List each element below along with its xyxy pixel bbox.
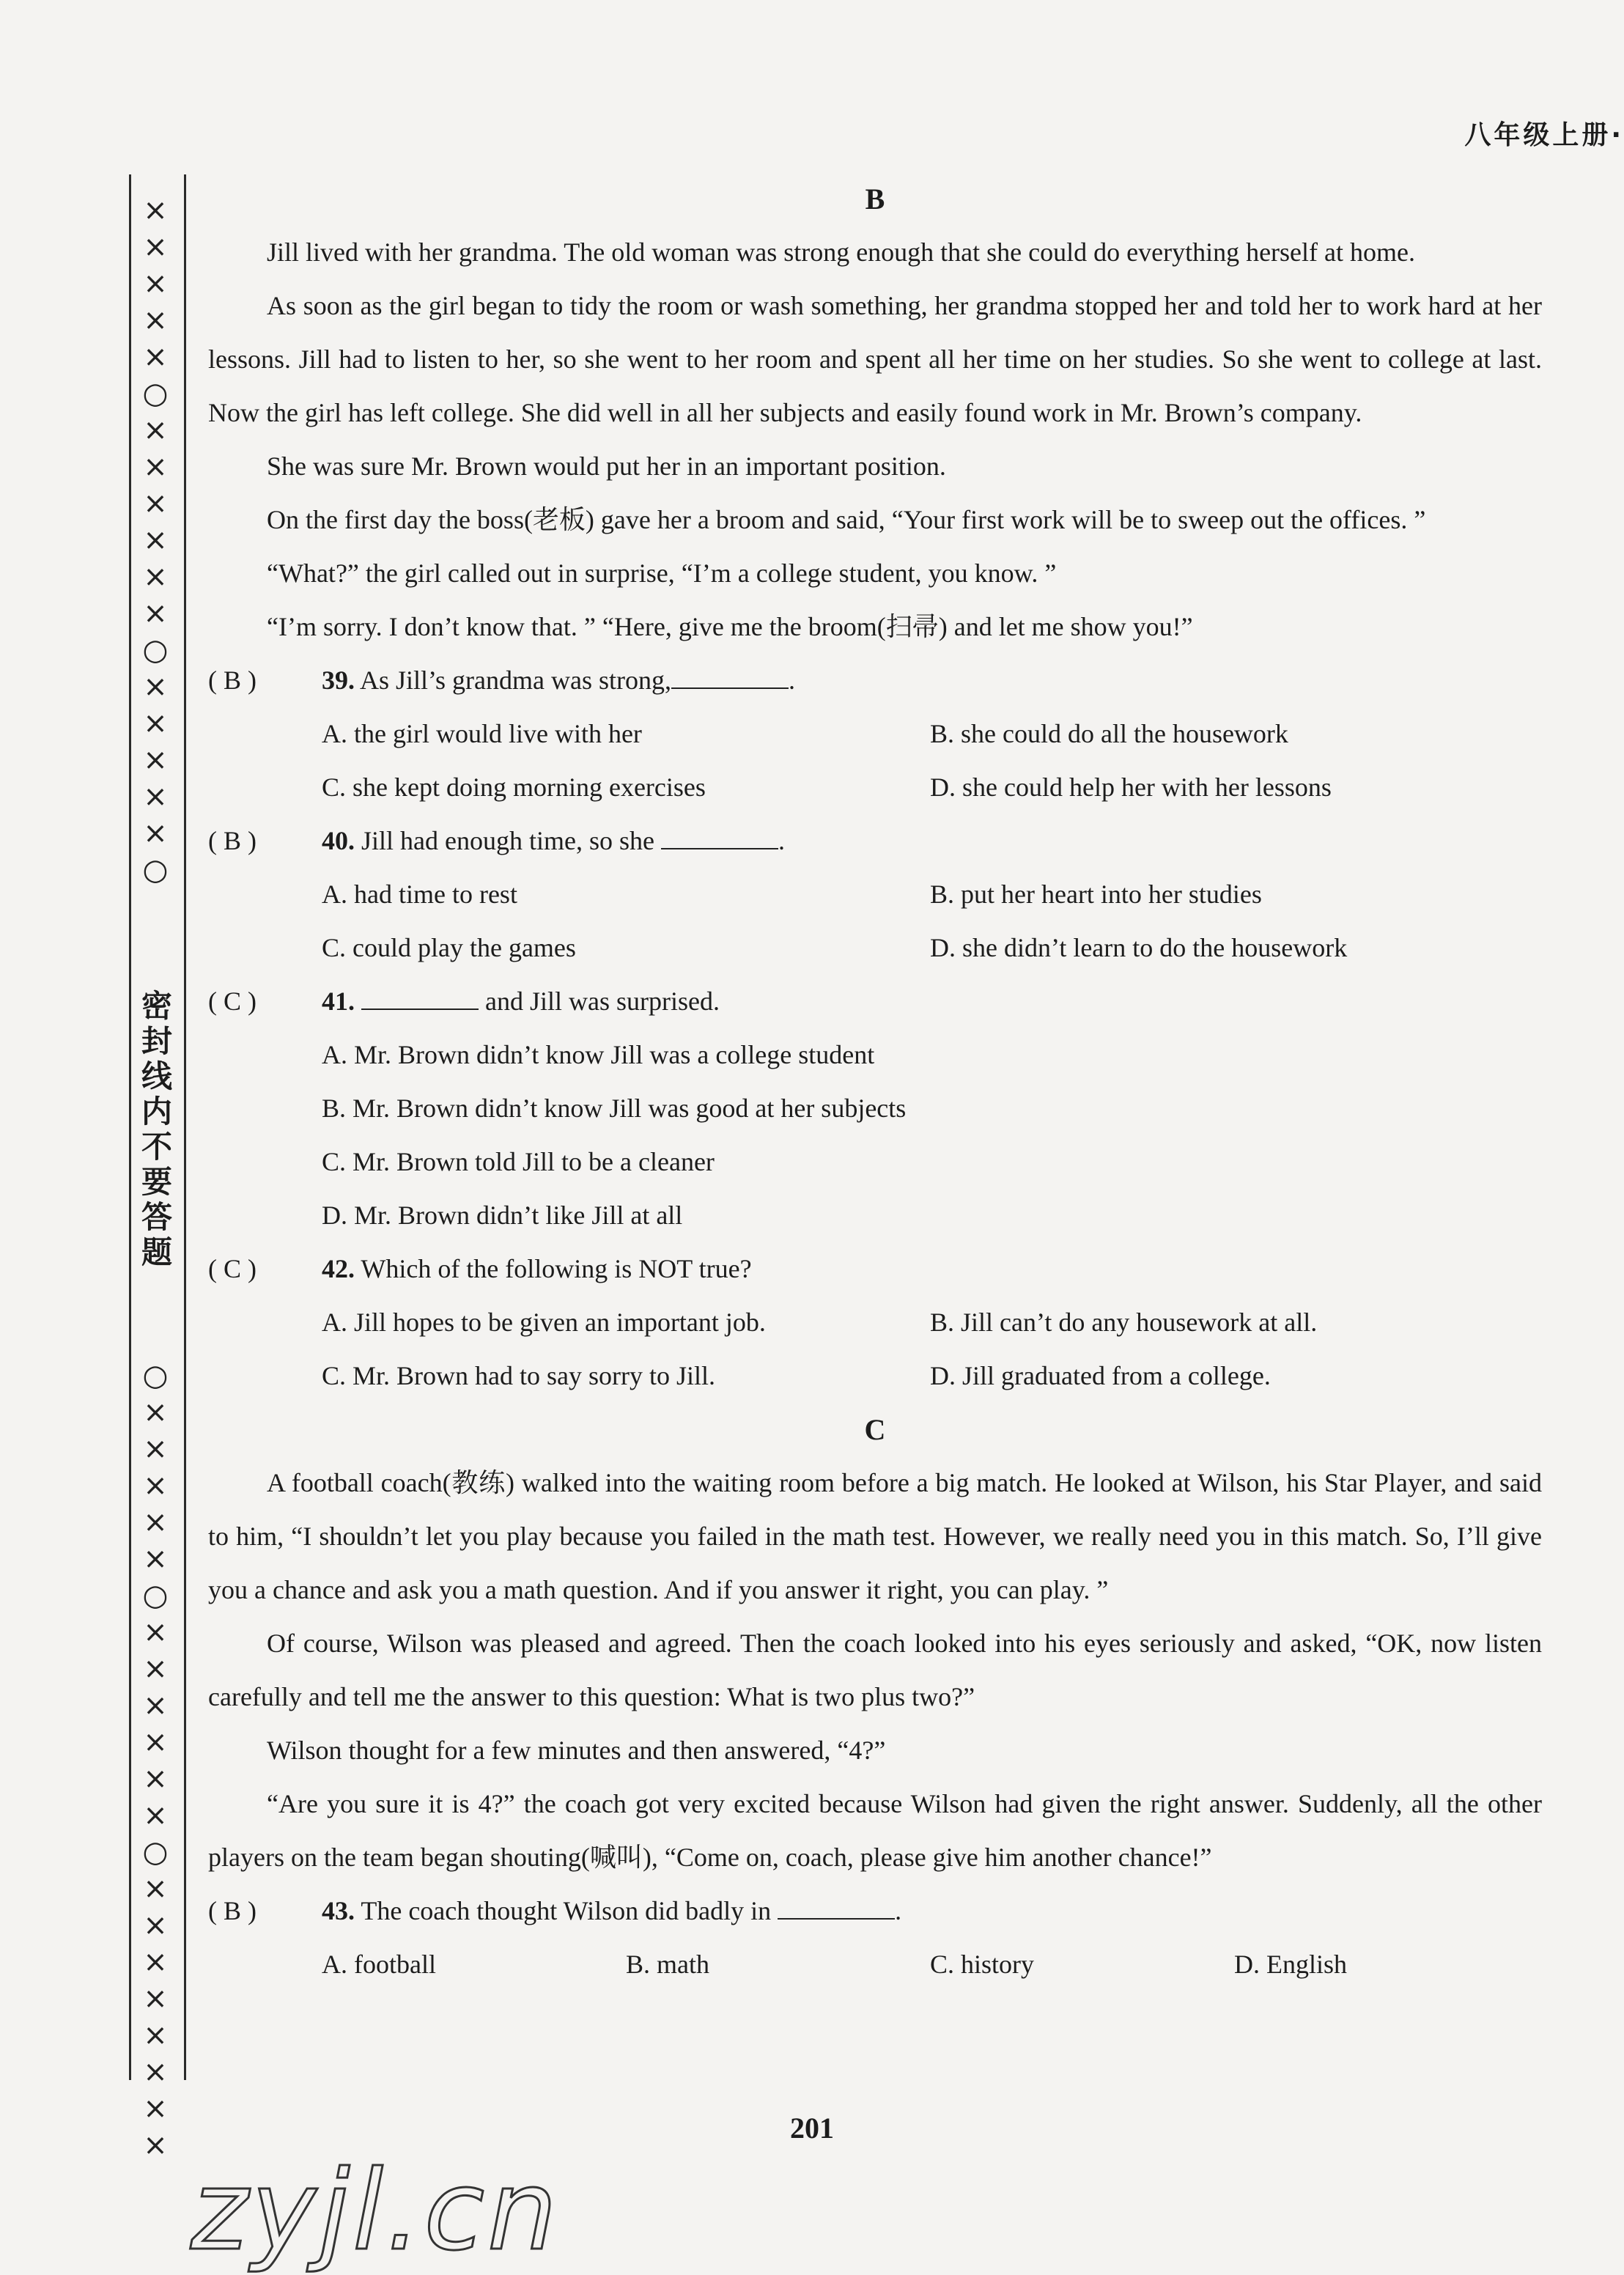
question-stem: The coach thought Wilson did badly in — [361, 1896, 772, 1925]
seal-line-note: 密封线内不要答题 — [137, 989, 173, 1271]
passage-paragraph: “What?” the girl called out in surprise, “I’m a college student, you know. ” — [267, 558, 1057, 588]
answer-blank — [361, 985, 479, 1010]
option-a: A. Jill hopes to be given an important job. — [322, 1308, 766, 1337]
circle-mark-icon: ○ — [142, 1835, 169, 1869]
book-header: 八年级上册· — [1464, 120, 1624, 150]
page-content — [208, 172, 1542, 1991]
passage-paragraph: Jill lived with her grandma. The old woman was strong enough that she could do everything herself at home. — [267, 237, 1415, 267]
answer-mark: ( B ) — [208, 826, 256, 855]
cross-mark-icon: × — [143, 2055, 168, 2089]
cross-mark-icon: × — [143, 1725, 168, 1759]
question-stem: Jill had enough time, so she — [361, 826, 654, 855]
cross-mark-icon: × — [143, 1872, 168, 1906]
cross-mark-icon: × — [143, 487, 168, 520]
cross-mark-icon: × — [143, 2018, 168, 2052]
section-c-title: C — [864, 1413, 886, 1446]
question-number: 41. — [322, 987, 355, 1016]
passage-paragraph: A football coach(教练) walked into the waiting room before a big match. He looked at Wilson, his Star Player, and said to him, “I shouldn’t let you play because you failed in the math test. However, we really need you in this match. So, I’ll give you a chance and ask you a math question. And if you answer it right, you can play. ” — [208, 1468, 1542, 1604]
circle-mark-icon: ○ — [142, 377, 169, 410]
question-stem-end: . — [778, 826, 785, 855]
cross-mark-icon: × — [143, 560, 168, 594]
question-40 — [208, 814, 1542, 975]
option-b: B. put her heart into her studies — [930, 880, 1262, 909]
circle-mark-icon: ○ — [142, 1359, 169, 1393]
passage-paragraph: “Are you sure it is 4?” the coach got very excited because Wilson had given the right answer. Suddenly, all the other players on the team began shouting(喊叫), “Come on, coach, please give him another chance!” — [208, 1789, 1542, 1872]
question-number: 40. — [322, 826, 355, 855]
cross-mark-icon: × — [143, 230, 168, 264]
circle-mark-icon: ○ — [142, 633, 169, 667]
answer-blank — [778, 1895, 895, 1920]
question-number: 39. — [322, 665, 355, 695]
option-b: B. Jill can’t do any housework at all. — [930, 1308, 1318, 1337]
seal-marks-top — [139, 192, 171, 888]
question-39 — [208, 654, 1542, 814]
cross-mark-icon: × — [143, 1689, 168, 1722]
question-number: 43. — [322, 1896, 355, 1925]
option-b: B. math — [626, 1950, 709, 1979]
cross-mark-icon: × — [143, 597, 168, 630]
option-b: B. Mr. Brown didn’t know Jill was good at her subjects — [322, 1094, 907, 1123]
passage-paragraph: On the first day the boss(老板) gave her a broom and said, “Your first work will be to sweep out the offices. ” — [267, 505, 1426, 534]
option-a: A. football — [322, 1950, 436, 1979]
question-stem-end: . — [788, 665, 795, 695]
question-stem: As Jill’s grandma was strong, — [360, 665, 671, 695]
cross-mark-icon: × — [143, 450, 168, 484]
cross-mark-icon: × — [143, 1945, 168, 1979]
option-c: C. Mr. Brown told Jill to be a cleaner — [322, 1147, 715, 1176]
section-b-passage — [208, 226, 1542, 654]
cross-mark-icon: × — [143, 670, 168, 704]
seal-marks-bottom — [139, 1357, 171, 2164]
question-stem-end: and Jill was surprised. — [485, 987, 720, 1016]
answer-mark: ( C ) — [208, 1254, 256, 1283]
cross-mark-icon: × — [143, 1615, 168, 1649]
passage-paragraph: Wilson thought for a few minutes and then answered, “4?” — [267, 1736, 886, 1765]
option-c: C. could play the games — [322, 933, 576, 962]
cross-mark-icon: × — [143, 707, 168, 740]
passage-paragraph: Of course, Wilson was pleased and agreed. Then the coach looked into his eyes seriously and asked, “OK, now listen carefully and tell me the answer to this question: What is two plus two?” — [208, 1629, 1542, 1711]
option-a: A. the girl would live with her — [322, 719, 642, 748]
cross-mark-icon: × — [143, 267, 168, 300]
passage-paragraph: As soon as the girl began to tidy the room or wash something, her grandma stopped her and told her to work hard at her lessons. Jill had to listen to her, so she went to her room and spent all her time on her studies. So she went to college at last. Now the girl has left college. She did well in all her subjects and easily found work in Mr. Brown’s company. — [208, 291, 1542, 427]
option-d: D. Mr. Brown didn’t like Jill at all — [322, 1201, 683, 1230]
answer-blank — [661, 825, 778, 849]
cross-mark-icon: × — [143, 1505, 168, 1539]
watermark-logo: zyjl.cn — [191, 2147, 561, 2275]
question-stem: Which of the following is NOT true? — [361, 1254, 752, 1283]
cross-mark-icon: × — [143, 780, 168, 814]
option-d: D. she could help her with her lessons — [930, 773, 1332, 802]
cross-mark-icon: × — [143, 523, 168, 557]
cross-mark-icon: × — [143, 1909, 168, 1942]
option-c: C. she kept doing morning exercises — [322, 773, 706, 802]
cross-mark-icon: × — [143, 303, 168, 337]
cross-mark-icon: × — [143, 816, 168, 850]
option-d: D. Jill graduated from a college. — [930, 1361, 1271, 1390]
answer-blank — [671, 664, 789, 689]
cross-mark-icon: × — [143, 1469, 168, 1502]
section-b-title: B — [865, 182, 885, 215]
circle-mark-icon: ○ — [142, 1579, 169, 1612]
answer-mark: ( B ) — [208, 1896, 256, 1925]
answer-mark: ( B ) — [208, 665, 256, 695]
question-41 — [208, 975, 1542, 1242]
passage-paragraph: She was sure Mr. Brown would put her in an important position. — [267, 451, 946, 481]
question-number: 42. — [322, 1254, 355, 1283]
question-stem-end: . — [895, 1896, 902, 1925]
circle-mark-icon: ○ — [142, 853, 169, 887]
page-number: 201 — [790, 2112, 834, 2145]
cross-mark-icon: × — [143, 1542, 168, 1576]
option-a: A. Mr. Brown didn’t know Jill was a college student — [322, 1040, 875, 1069]
cross-mark-icon: × — [143, 1432, 168, 1466]
cross-mark-icon: × — [143, 1762, 168, 1796]
option-d: D. she didn’t learn to do the housework — [930, 933, 1348, 962]
answer-mark: ( C ) — [208, 987, 256, 1016]
option-a: A. had time to rest — [322, 880, 517, 909]
cross-mark-icon: × — [143, 2128, 168, 2162]
cross-mark-icon: × — [143, 1799, 168, 1832]
cross-mark-icon: × — [143, 743, 168, 777]
cross-mark-icon: × — [143, 340, 168, 374]
cross-mark-icon: × — [143, 193, 168, 227]
option-b: B. she could do all the housework — [930, 719, 1288, 748]
cross-mark-icon: × — [143, 1982, 168, 2016]
passage-paragraph: “I’m sorry. I don’t know that. ” “Here, give me the broom(扫帚) and let me show you!” — [267, 612, 1193, 641]
option-d: D. English — [1234, 1950, 1348, 1979]
section-c-passage — [208, 1456, 1542, 1884]
cross-mark-icon: × — [143, 2092, 168, 2125]
cross-mark-icon: × — [143, 1395, 168, 1429]
cross-mark-icon: × — [143, 1652, 168, 1686]
option-c: C. Mr. Brown had to say sorry to Jill. — [322, 1361, 715, 1390]
question-43 — [208, 1884, 1542, 1991]
question-42 — [208, 1242, 1542, 1403]
option-c: C. history — [930, 1950, 1035, 1979]
cross-mark-icon: × — [143, 413, 168, 447]
